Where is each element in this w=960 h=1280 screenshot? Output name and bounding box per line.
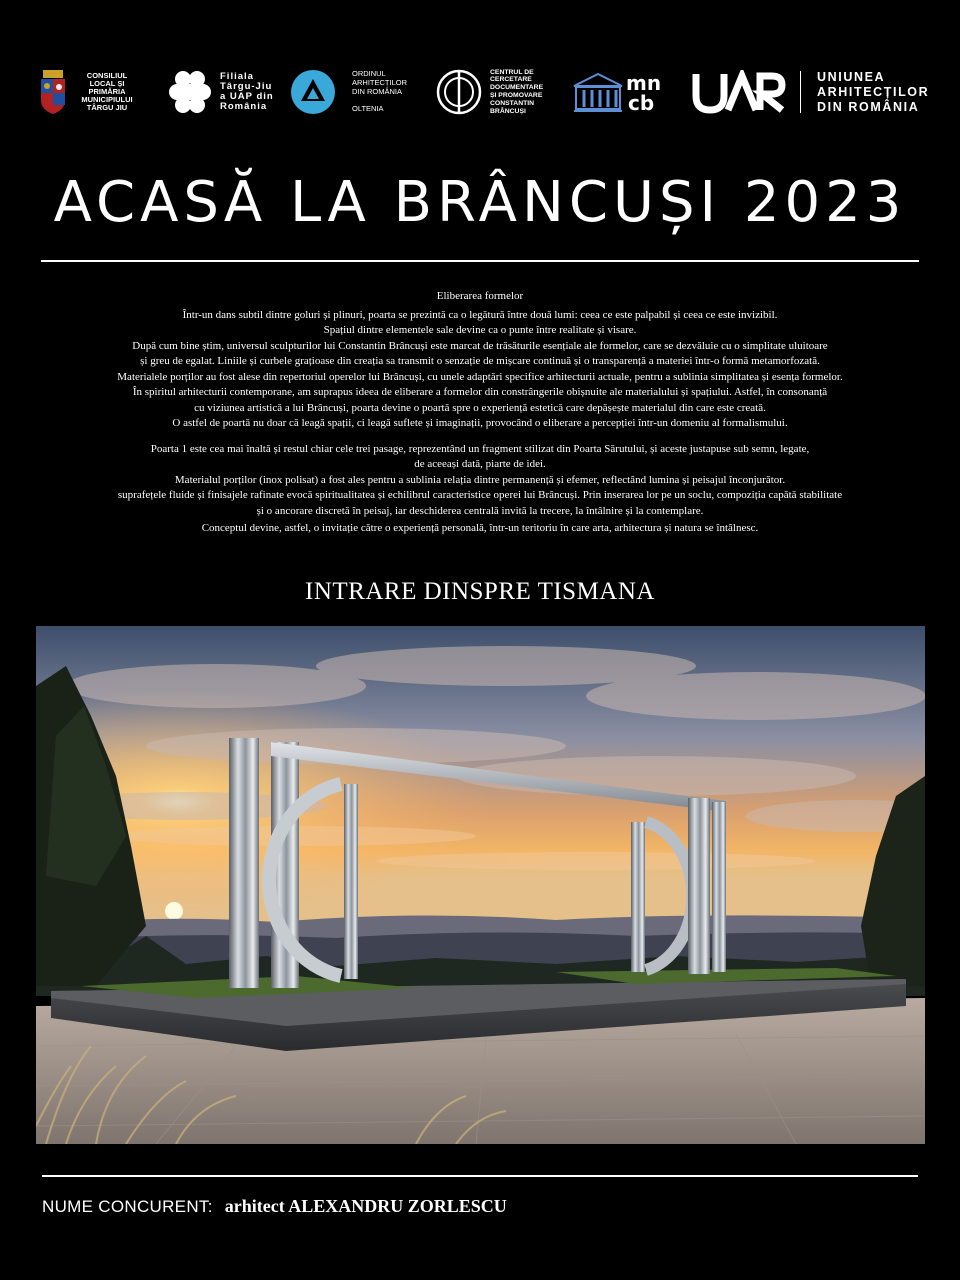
logo-consiliu-line: MUNICIPIULUI xyxy=(81,94,133,104)
concept-description xyxy=(48,289,912,537)
description-line: Poarta 1 este cea mai înaltă și restul chiar cele trei pasage, reprezentând un fragment stilizat din Poarta Sărutului, și aceste justapuse sub semn, legate, xyxy=(150,442,810,455)
logo-mncb xyxy=(572,62,664,122)
logo-mncb-top: mn xyxy=(626,71,662,95)
competitor-label: NUME CONCURENT: xyxy=(42,1197,213,1216)
logo-consiliu-line: LOCAL ȘI xyxy=(89,79,125,89)
logo-oar-oltenia xyxy=(290,62,407,122)
concentric-circle-icon xyxy=(436,69,482,115)
logo-filiala-line: Târgu-Jiu xyxy=(220,81,273,93)
description-line: În spiritul arhitecturii contemporane, am suprapus ideea de eliberare a formelor din constrângerile obișnuite ale materialului și spațiului. Astfel, în consonanță xyxy=(132,386,828,398)
logo-uar-line: ARHITECȚILOR xyxy=(817,84,930,99)
footer-divider xyxy=(42,1175,918,1177)
description-line: și o ancorare discretă în peisaj, iar deschiderea centrală invită la trecere, la întâlnire și la contemplare. xyxy=(256,504,704,517)
description-line: suprafețele fluide și finisajele rafinate evocă spiritualitatea și echilibrul caracteristice operei lui Brâncuși. Prin inserarea lor pe un soclu, compoziția capătă stabilitate xyxy=(117,489,843,501)
logo-consiliu-line: TÂRGU JIU xyxy=(86,102,128,112)
poster-title: ACASĂ LA BRÂNCUȘI 2023 xyxy=(53,170,907,235)
description-line: cu viziunea artistică a lui Brâncuși, poarta devine o poartă spre o experiență estetică care depășește materialul din care este creată. xyxy=(194,401,766,414)
logo-uar-line: UNIUNEA xyxy=(817,69,886,84)
logo-centru-line: ȘI PROMOVARE xyxy=(490,92,543,99)
description-line: Spațiul dintre elementele sale devine ca o punte între realitate și visare. xyxy=(323,324,637,336)
competitor-name xyxy=(42,1196,507,1217)
description-line: de aceeași dată, piarte de idei. xyxy=(414,458,546,470)
logo-oar-line: ORDINUL xyxy=(352,69,386,79)
section-heading: INTRARE DINSPRE TISMANA xyxy=(305,578,655,605)
gate-render-image xyxy=(36,626,925,1144)
logo-uar-divider xyxy=(800,71,801,113)
partner-logos xyxy=(40,62,930,122)
triangle-circle-icon xyxy=(290,69,336,115)
logo-consiliu-local xyxy=(40,62,142,122)
logo-uar-line: DIN ROMÂNIA xyxy=(817,99,920,114)
logo-uar xyxy=(692,62,929,122)
logo-filiala-line: a UAP din xyxy=(220,91,274,102)
description-line: După cum bine știm, universul sculpturilor lui Constantin Brâncuși este marcat de trăsăturile esențiale ale formelor, care se dezvăluie cu o simplitate uluitoare xyxy=(132,339,828,352)
logo-oar-line: ARHITECȚILOR xyxy=(352,77,408,87)
logo-centru-line: DOCUMENTARE xyxy=(490,84,544,92)
logo-centru-line: CONSTANTIN xyxy=(490,99,535,107)
logo-mncb-bottom: cb xyxy=(628,91,655,114)
logo-centru-brancusi xyxy=(436,62,543,122)
description-line: O astfel de poartă nu doar că leagă spații, ci leagă suflete și imaginații, provocând o eliberare a percepției într-un domeniu al formalismului. xyxy=(172,417,788,429)
logo-centru-line: CENTRUL DE xyxy=(490,68,534,76)
coat-of-arms-icon xyxy=(40,70,66,114)
logo-centru-line: CERCETARE xyxy=(490,76,532,84)
description-line: Conceptul devine, astfel, o invitație către o experiență personală, într-un teritoriu în care arta, arhitectura și natura se întâlnesc. xyxy=(201,522,759,534)
logo-filiala-line: Filiala xyxy=(220,71,254,83)
uar-mark-icon xyxy=(692,70,786,114)
clover-cross-icon xyxy=(168,70,212,114)
description-line: și greu de egalat. Liniile și curbele grațioase din creația sa transmit o senzație de mișcare continuă și o transparență a materiei într-o formă metamorfozată. xyxy=(140,355,820,367)
description-heading: Eliberarea formelor xyxy=(436,290,524,302)
logo-consiliu-line: CONSILIUL xyxy=(86,71,128,81)
description-line: Materialele porților au fost alese din repertoriul operelor lui Brâncuși, cu unele adaptări specifice arhitecturii actuale, pentru a sublinia simplitatea și esența formelor. xyxy=(117,370,843,383)
logo-filiala-uap xyxy=(168,62,274,122)
title-divider xyxy=(41,260,919,262)
competitor-value: arhitect ALEXANDRU ZORLESCU xyxy=(224,1196,507,1216)
logo-filiala-line: România xyxy=(220,100,268,112)
museum-building-icon xyxy=(572,70,664,114)
logo-oar-sub: OLTENIA xyxy=(352,104,384,114)
logo-oar-line: DIN ROMÂNIA xyxy=(352,86,403,96)
logo-consiliu-line: PRIMĂRIA xyxy=(88,87,126,97)
description-line: Într-un dans subtil dintre goluri și plinuri, poarta se prezintă ca o legătură între două lumi: ceea ce este palpabil și ceea ce este invizibil. xyxy=(182,308,778,321)
description-line: Materialul porților (inox polisat) a fost ales pentru a sublinia relația dintre permanență și efemer, reflectând lumina și peisajul înconjurător. xyxy=(174,473,786,486)
logo-centru-line: BRÂNCUȘI xyxy=(490,107,526,115)
